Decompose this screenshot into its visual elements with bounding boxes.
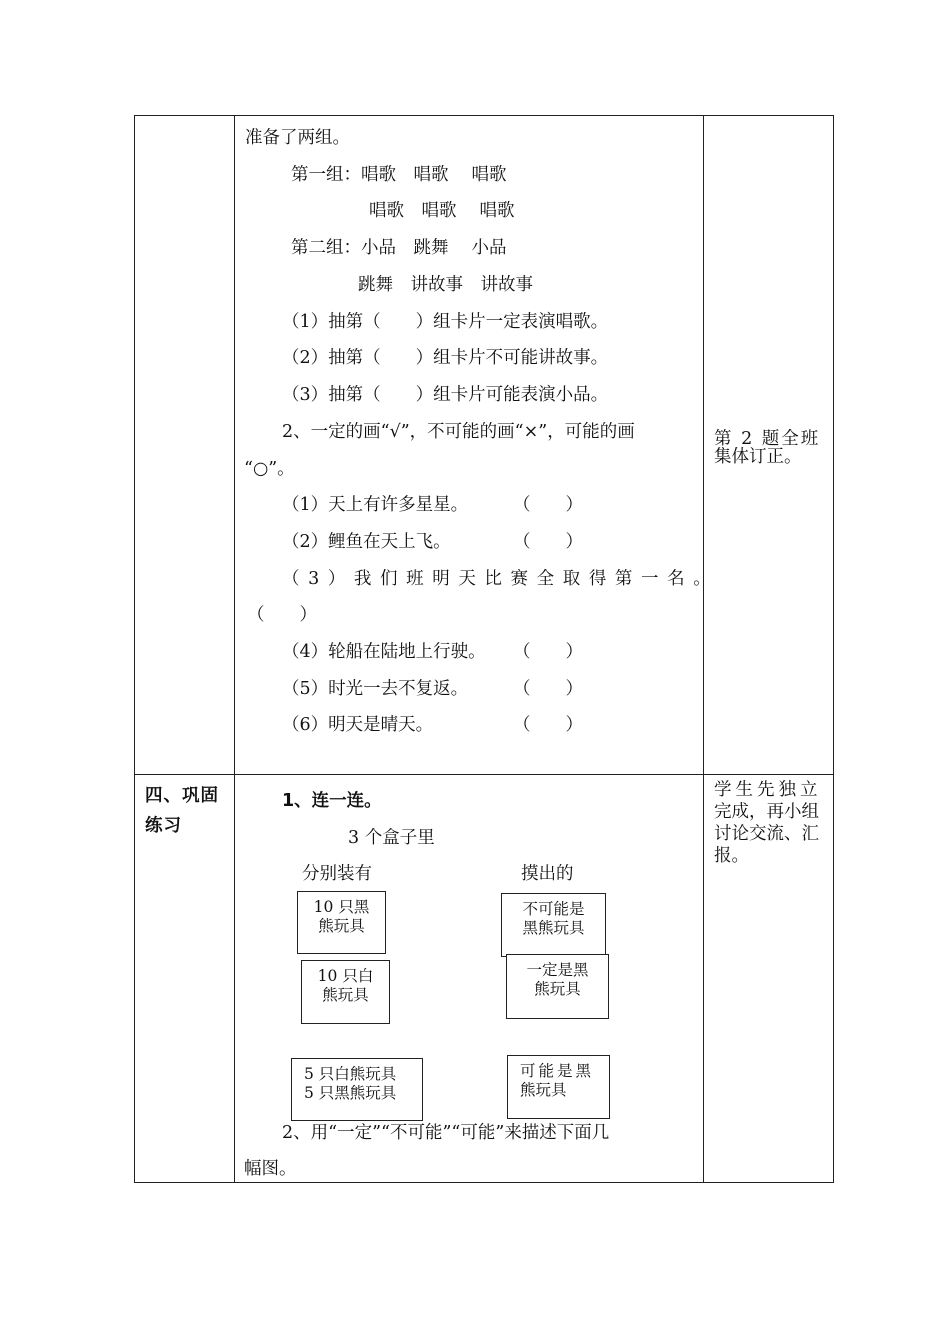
table-row-divider — [134, 774, 834, 775]
note-line: 报。 — [714, 846, 749, 866]
right-box-3[interactable] — [507, 1055, 610, 1119]
statement-6: （6）明天是晴天。 — [282, 715, 434, 735]
left-box-1[interactable] — [297, 891, 386, 954]
statement-5: （5）时光一去不复返。 — [282, 679, 469, 699]
table-top-border — [134, 115, 834, 116]
note-line: 集体订正。 — [714, 447, 802, 467]
box-line: 可能是黑 — [520, 1062, 595, 1080]
answer-bracket: （ ） — [513, 642, 583, 662]
table-bottom-border — [134, 1182, 834, 1183]
section-label-cont: 练习 — [145, 816, 182, 836]
section-label: 四、巩固 — [145, 786, 219, 806]
question-line: （2）抽第（ ）组卡片不可能讲故事。 — [282, 348, 609, 368]
right-box-1[interactable] — [501, 893, 606, 957]
box-line: 10 只黑 — [313, 898, 370, 916]
box-line: 一定是黑 — [526, 961, 589, 979]
question-2-text-cont: 幅图。 — [244, 1159, 297, 1179]
box-line: 熊玩具 — [322, 986, 369, 1004]
question-2-title-cont: “○”。 — [244, 459, 295, 479]
statement-3: （3）我们班明天比赛全取得第一名。 — [282, 569, 720, 589]
table-left-border — [134, 115, 135, 1182]
box-line: 黑熊玩具 — [522, 919, 585, 937]
box-line: 不可能是 — [522, 900, 585, 918]
statement-2: （2）鲤鱼在天上飞。 — [282, 532, 451, 552]
table-col-divider-2 — [703, 115, 704, 1182]
note-line: 第 2 题全班 — [714, 429, 821, 449]
box-line: 10 只白 — [317, 967, 374, 985]
note-line: 学生先独立 — [714, 780, 822, 800]
box-line: 熊玩具 — [520, 1081, 567, 1099]
left-box-3[interactable] — [291, 1058, 423, 1121]
group-one-line-2: 唱歌 唱歌 唱歌 — [369, 201, 515, 221]
table-right-border — [833, 115, 834, 1182]
question-2-text: 2、用“一定”“不可能”“可能”来描述下面几 — [282, 1123, 610, 1143]
statement-4: （4）轮船在陆地上行驶。 — [282, 642, 486, 662]
answer-bracket: （ ） — [513, 679, 583, 699]
box-line: 5 只黑熊玩具 — [304, 1084, 397, 1102]
text-line: 准备了两组。 — [245, 128, 350, 148]
answer-bracket: （ ） — [513, 495, 583, 515]
table-col-divider-1 — [234, 115, 235, 1182]
box-line: 熊玩具 — [318, 917, 365, 935]
note-line: 讨论交流、汇 — [714, 824, 819, 844]
box-line: 熊玩具 — [534, 980, 581, 998]
teacher-note-lower — [714, 779, 826, 867]
statement-1: （1）天上有许多星星。 — [282, 495, 469, 515]
left-column-header: 分别装有 — [302, 864, 372, 884]
teacher-note-upper — [714, 428, 826, 468]
left-box-2[interactable] — [301, 960, 390, 1024]
question-line: （1）抽第（ ）组卡片一定表演唱歌。 — [282, 312, 609, 332]
answer-bracket: （ ） — [513, 715, 583, 735]
question-line: （3）抽第（ ）组卡片可能表演小品。 — [282, 385, 609, 405]
question-1-title: 1、连一连。 — [282, 791, 382, 811]
question-2-title: 2、一定的画“√”，不可能的画“×”，可能的画 — [282, 422, 635, 442]
group-one-line: 第一组：唱歌 唱歌 唱歌 — [291, 165, 507, 185]
group-two-line: 第二组：小品 跳舞 小品 — [291, 238, 507, 258]
right-column-header: 摸出的 — [521, 864, 574, 884]
note-line: 完成，再小组 — [714, 802, 819, 822]
boxes-caption: 3 个盒子里 — [348, 828, 435, 848]
right-box-2[interactable] — [506, 954, 609, 1019]
group-two-line-2: 跳舞 讲故事 讲故事 — [358, 275, 533, 295]
answer-bracket: （ ） — [247, 605, 317, 625]
box-line: 5 只白熊玩具 — [304, 1065, 397, 1083]
answer-bracket: （ ） — [513, 532, 583, 552]
